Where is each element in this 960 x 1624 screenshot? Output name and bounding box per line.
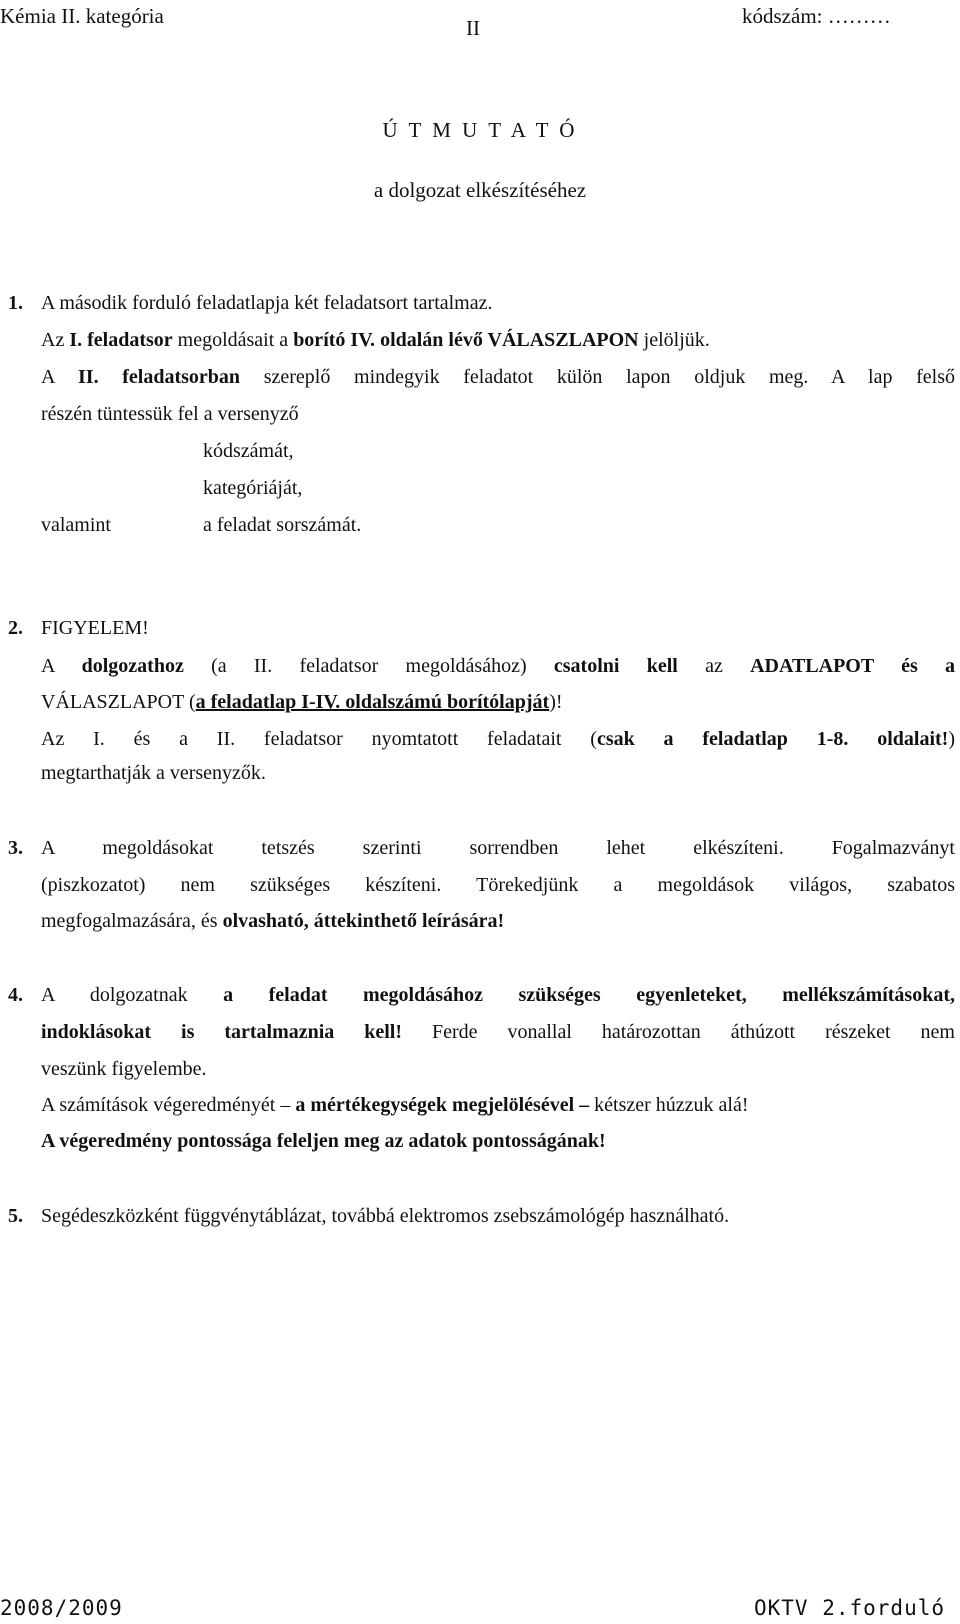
section-2-heading: FIGYELEM!: [41, 617, 149, 639]
section-1-line-2: Az I. feladatsor megoldásait a borító IV. oldalán lévő VÁLASZLAPON jelöljük.: [41, 329, 710, 351]
section-1-line-4: részén tüntessük fel a versenyző: [41, 403, 299, 425]
section-5-line-1: Segédeszközként függvénytáblázat, továbbá elektromos zsebszámológép használható.: [41, 1205, 730, 1227]
section-3-line-1: A megoldásokat tetszés szerinti sorrendben lehet elkészíteni. Fogalmazványt: [41, 837, 955, 859]
section-3-line-3: megfogalmazására, és olvasható, áttekinthető leírására!: [41, 910, 505, 932]
section-4-line-1: A dolgozatnak a feladat megoldásához szükséges egyenleteket, mellékszámításokat,: [41, 984, 955, 1006]
page-title: Ú T M U T A T Ó: [382, 118, 578, 142]
header-code-field: kódszám: ………: [742, 4, 891, 28]
section-2-line-3: Az I. és a II. feladatsor nyomtatott feladatait (csak a feladatlap 1-8. oldalait!): [41, 728, 955, 750]
section-2-line-1: A dolgozathoz (a II. feladatsor megoldásához) csatolni kell az ADATLAPOT és a: [41, 655, 956, 677]
page-subtitle: a dolgozat elkészítéséhez: [373, 178, 587, 202]
section-1-line-6: kategóriáját,: [203, 477, 303, 499]
section-number: 5.: [8, 1205, 23, 1227]
section-number: 1.: [8, 292, 23, 314]
footer-round: OKTV 2.forduló: [754, 1596, 946, 1620]
section-2-line-4: megtarthatják a versenyzők.: [41, 762, 266, 784]
section-number: 3.: [8, 837, 23, 859]
header-category: Kémia II. kategória: [0, 4, 164, 28]
header-page-label: II: [466, 16, 480, 40]
page-header: [0, 0, 960, 60]
section-2-line-2: VÁLASZLAPOT (a feladatlap I-IV. oldalszámú borítólapját)!: [41, 691, 563, 713]
footer-year: 2008/2009: [0, 1596, 123, 1620]
section-1-line-3: A II. feladatsorban szereplő mindegyik feladatot külön lapon oldjuk meg. A lap felső: [41, 366, 955, 388]
section-4-line-3: veszünk figyelembe.: [41, 1058, 207, 1080]
section-1-line-5: kódszámát,: [203, 440, 294, 462]
section-4-line-4: A számítások végeredményét – a mértékegységek megjelölésével – kétszer húzzuk alá!: [41, 1094, 749, 1116]
section-1-line-1: A második forduló feladatlapja két feladatsort tartalmaz.: [41, 292, 493, 314]
section-number: 4.: [8, 984, 23, 1006]
section-4-line-5: A végeredmény pontossága feleljen meg az adatok pontosságának!: [41, 1130, 606, 1152]
section-number: 2.: [8, 617, 23, 639]
section-1-line-7a: valamint: [41, 514, 111, 536]
section-4-line-2: indoklásokat is tartalmaznia kell! Ferde vonallal határozottan áthúzott részeket nem: [41, 1021, 955, 1043]
section-3-line-2: (piszkozatot) nem szükséges készíteni. Törekedjünk a megoldások világos, szabatos: [41, 874, 955, 896]
section-1-line-7b: a feladat sorszámát.: [203, 514, 362, 536]
